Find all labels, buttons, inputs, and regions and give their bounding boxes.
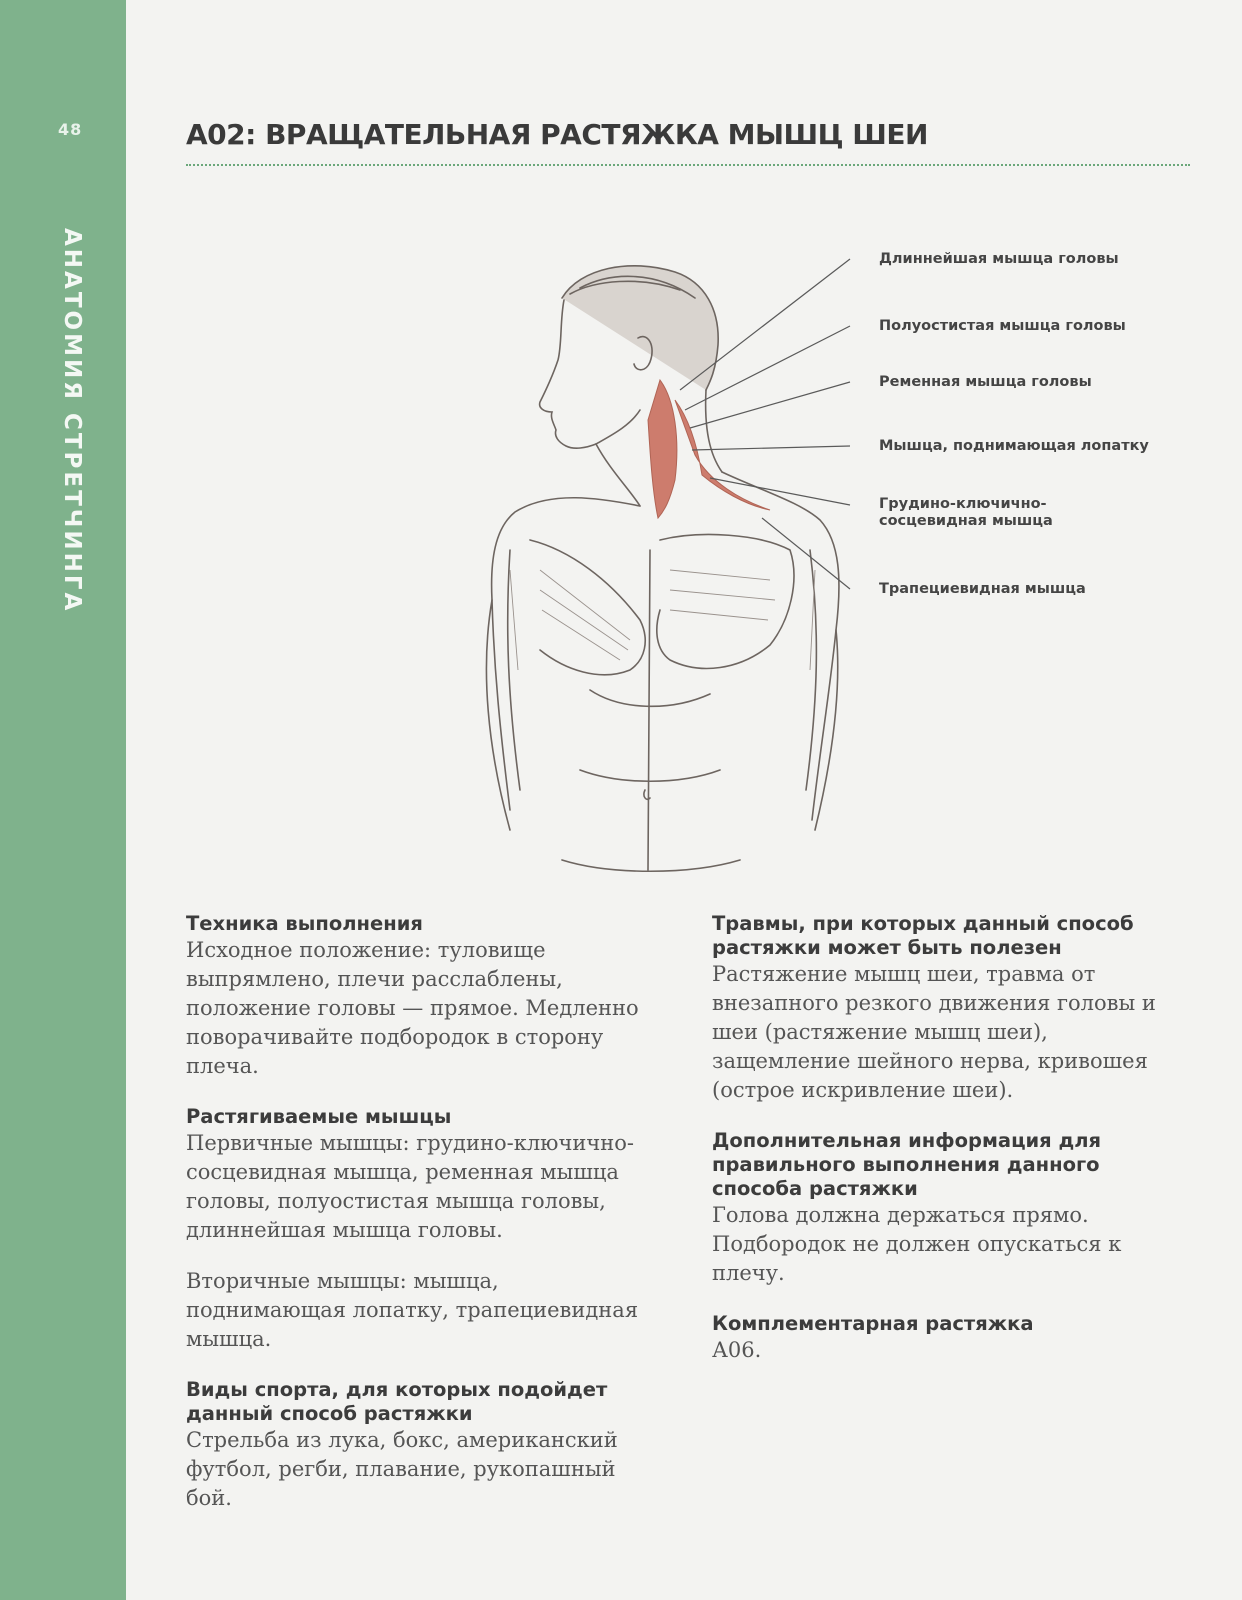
label-longissimus-capitis: Длиннейшая мышца головы (879, 251, 1119, 267)
section-text: Голова должна держаться прямо. Подбородок не должен опускаться к плечу. (712, 1203, 1122, 1285)
sidebar-band (0, 0, 126, 1600)
section-heading: Техника выполнения (186, 912, 423, 935)
page-title: А02: ВРАЩАТЕЛЬНАЯ РАСТЯЖКА МЫШЦ ШЕИ (186, 118, 928, 151)
section-sports (186, 1378, 656, 1513)
section-text: Стрельба из лука, бокс, американский футбол, регби, плавание, рукопашный бой. (186, 1428, 618, 1510)
section-heading: Травмы, при которых данный способ растяжки может быть полезен (712, 912, 1134, 959)
page-number: 48 (58, 120, 83, 139)
section-heading: Дополнительная информация для правильного выполнения данного способа растяжки (712, 1129, 1102, 1200)
label-levator-scapulae: Мышца, поднимающая лопатку (879, 438, 1149, 454)
label-sternocleidomastoid: Грудино-ключично-сосцевидная мышца (879, 496, 1053, 529)
section-additional-info (712, 1129, 1182, 1288)
section-text: Исходное положение: туловище выпрямлено, плечи расслаблены, положение головы — прямое. Медленно поворачивайте подбородок в сторону плеча. (186, 938, 639, 1078)
section-injuries (712, 912, 1182, 1105)
label-splenius-capitis: Ременная мышца головы (879, 374, 1092, 390)
section-text: Растяжение мышц шеи, травма от внезапного резкого движения головы и шеи (растяжение мышц шеи), защемление шейного нерва, кривошея (острое искривление шеи). (712, 962, 1156, 1102)
anatomy-figure (470, 250, 1190, 900)
title-divider (186, 164, 1190, 166)
label-semispinalis-capitis: Полуостистая мышца головы (879, 318, 1126, 334)
section-heading: Растягиваемые мышцы (186, 1105, 452, 1128)
section-complementary (712, 1312, 1182, 1365)
section-heading: Комплементарная растяжка (712, 1312, 1034, 1335)
section-heading: Виды спорта, для которых подойдет данный способ растяжки (186, 1378, 608, 1425)
section-title: АНАТОМИЯ СТРЕТЧИНГА (59, 228, 85, 614)
section-text: Первичные мышцы: грудино-ключично-сосцевидная мышца, ременная мышца головы, полуостистая мышца головы, длиннейшая мышца головы. (186, 1131, 634, 1242)
section-stretched-muscles (186, 1105, 656, 1354)
section-text: Вторичные мышцы: мышца, поднимающая лопатку, трапециевидная мышца. (186, 1269, 639, 1351)
label-trapezius: Трапециевидная мышца (879, 581, 1086, 597)
right-column (712, 912, 1182, 1389)
section-text: А06. (712, 1338, 762, 1362)
left-column (186, 912, 656, 1537)
torso-illustration (470, 250, 1190, 900)
section-technique (186, 912, 656, 1081)
